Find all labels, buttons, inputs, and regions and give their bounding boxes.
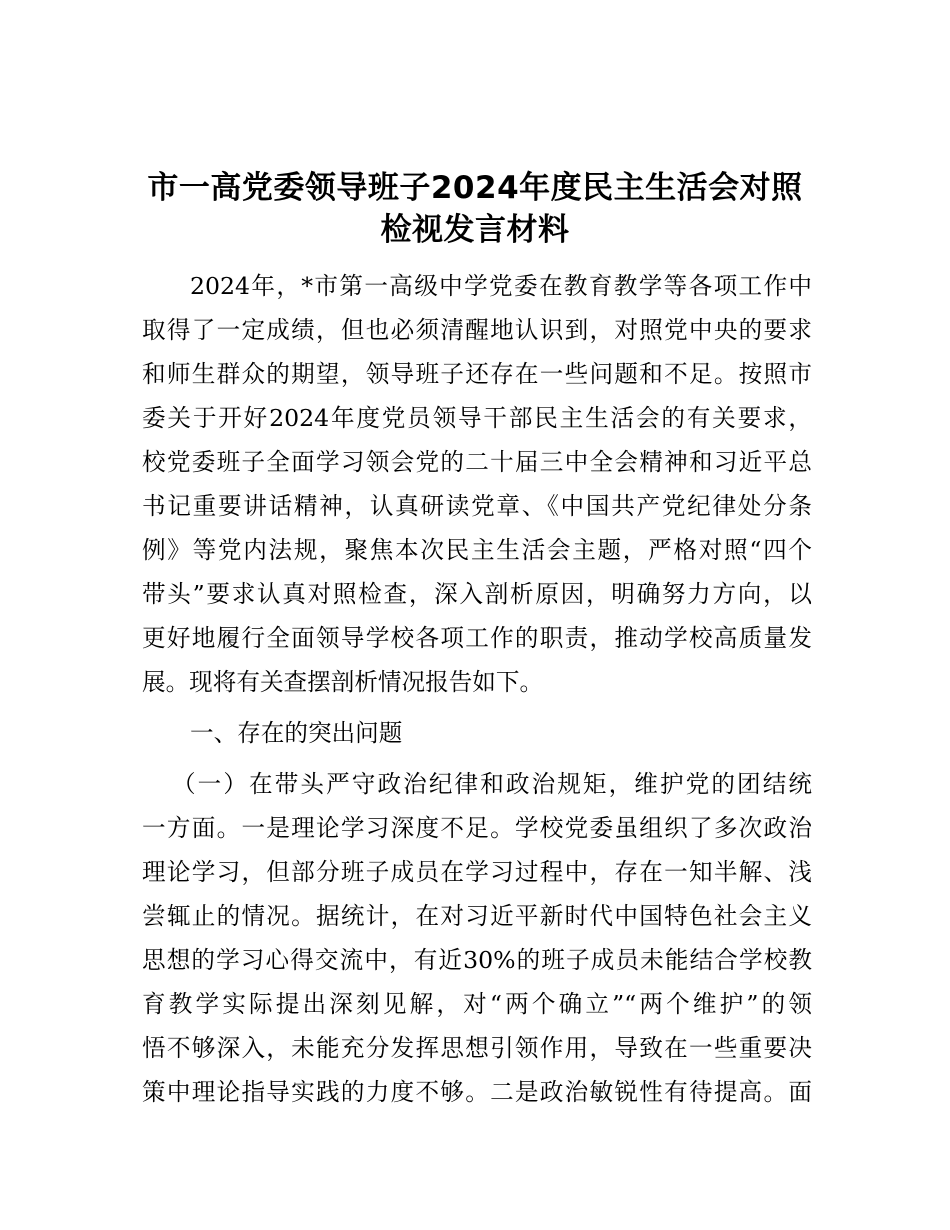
section-paragraph-line: 策中理论指导实践的力度不够。二是政治敏锐性有待提高。面: [142, 1078, 812, 1106]
section-paragraph-line: 育教学实际提出深刻见解，对“两个确立”“两个维护”的领: [142, 990, 812, 1018]
section-paragraph-line: 尝辄止的情况。据统计，在对习近平新时代中国特色社会主义: [142, 902, 812, 930]
section-heading: 一、存在的突出问题: [190, 719, 403, 747]
intro-paragraph-line: 例》等党内法规，聚焦本次民主生活会主题，严格对照“四个: [142, 536, 812, 564]
section-paragraph-line: 一方面。一是理论学习深度不足。学校党委虽组织了多次政治: [142, 814, 812, 842]
intro-paragraph-line: 委关于开好2024年度党员领导干部民主生活会的有关要求，: [142, 404, 812, 432]
document-title-line-1: 市一高党委领导班子2024年度民主生活会对照: [147, 170, 803, 206]
intro-paragraph-line: 校党委班子全面学习领会党的二十届三中全会精神和习近平总: [142, 448, 812, 476]
intro-paragraph-line: 展。现将有关查摆剖析情况报告如下。: [142, 668, 544, 696]
section-paragraph-line: （一）在带头严守政治纪律和政治规矩，维护党的团结统: [172, 770, 812, 798]
intro-paragraph-line: 取得了一定成绩，但也必须清醒地认识到，对照党中央的要求: [142, 316, 812, 344]
intro-paragraph-line: 和师生群众的期望，领导班子还存在一些问题和不足。按照市: [142, 360, 812, 388]
intro-paragraph-line: 2024年，*市第一高级中学党委在教育教学等各项工作中: [190, 272, 812, 300]
intro-paragraph-line: 书记重要讲话精神，认真研读党章、《中国共产党纪律处分条: [142, 492, 812, 520]
section-paragraph-line: 理论学习，但部分班子成员在学习过程中，存在一知半解、浅: [142, 858, 812, 886]
section-paragraph-line: 悟不够深入，未能充分发挥思想引领作用，导致在一些重要决: [142, 1034, 812, 1062]
intro-paragraph-line: 更好地履行全面领导学校各项工作的职责，推动学校高质量发: [142, 624, 812, 652]
document-title-line-2: 检视发言材料: [380, 212, 570, 248]
intro-paragraph-line: 带头”要求认真对照检查，深入剖析原因，明确努力方向，以: [142, 580, 812, 608]
section-paragraph-line: 思想的学习心得交流中，有近30%的班子成员未能结合学校教: [142, 946, 812, 974]
